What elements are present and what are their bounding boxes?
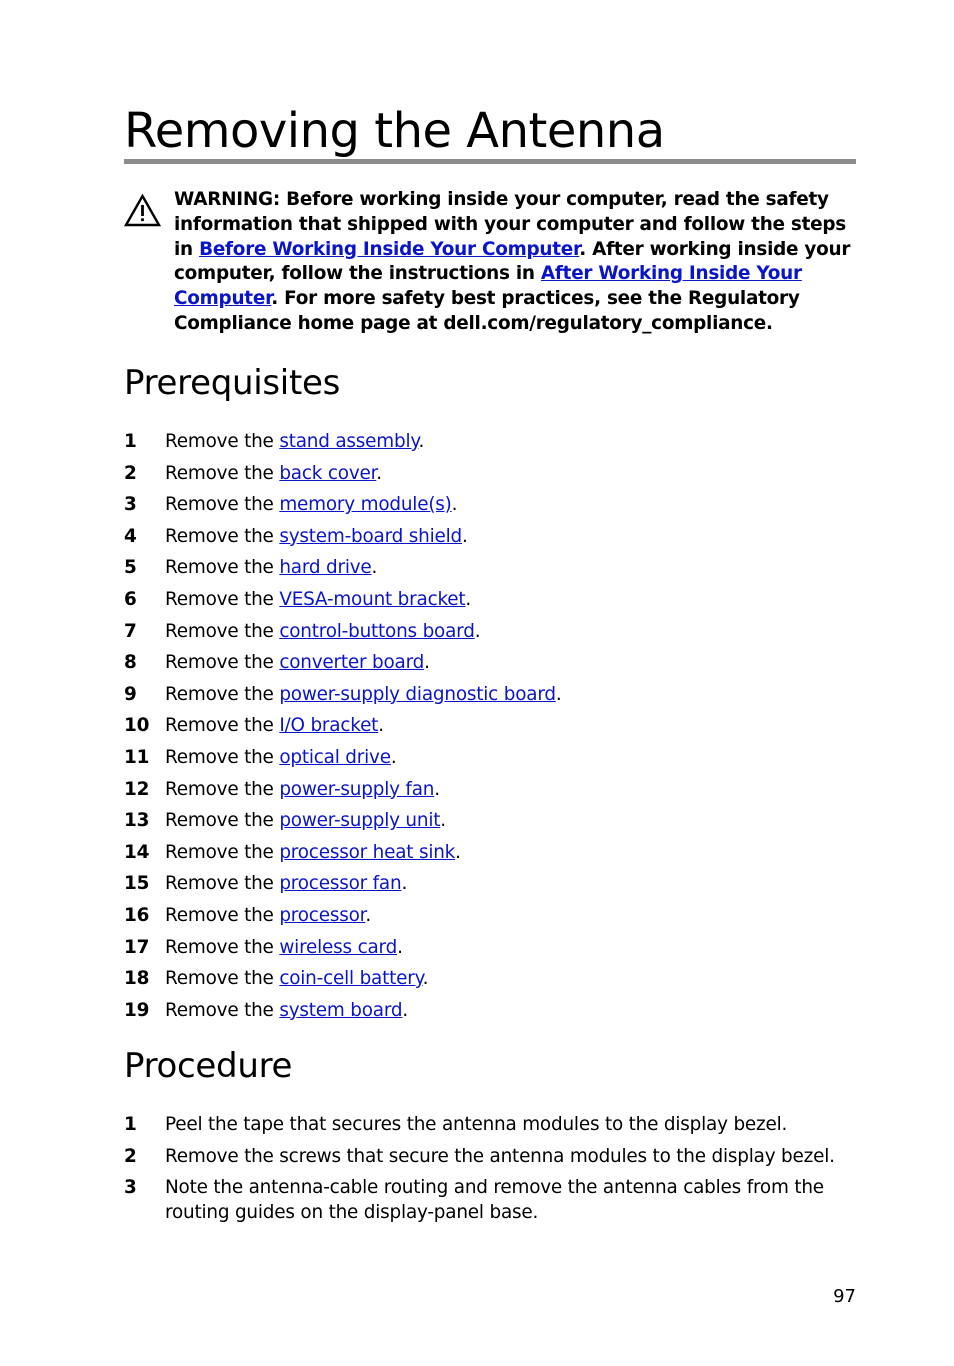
list-item [124, 1175, 864, 1225]
step-suffix: . [455, 841, 461, 863]
list-item [124, 745, 864, 777]
step-suffix: . [465, 588, 472, 610]
prerequisite-link[interactable]: hard drive [279, 557, 372, 579]
step-prefix: Remove the [165, 810, 280, 832]
list-item [124, 650, 864, 682]
warning-text [174, 188, 856, 337]
step-suffix: . [451, 494, 458, 516]
prerequisite-link[interactable]: stand assembly [279, 431, 419, 452]
before-working-link[interactable]: Before Working Inside Your Computer [199, 238, 580, 260]
procedure-list [124, 1112, 864, 1232]
list-item [124, 524, 864, 556]
step-number: 16 [124, 904, 150, 926]
step-prefix: Remove the [165, 588, 280, 610]
step-number: 18 [124, 968, 150, 990]
step-number: 1 [124, 431, 137, 452]
step-number: 3 [124, 1177, 137, 1198]
list-item [124, 1144, 864, 1169]
step-number: 8 [124, 652, 137, 674]
list-item [124, 429, 864, 461]
step-suffix: . [462, 525, 468, 547]
list-item [124, 492, 864, 524]
step-suffix: . [371, 557, 378, 579]
step-suffix: . [440, 810, 446, 832]
step-text [165, 808, 864, 833]
step-prefix: Remove the [165, 746, 280, 768]
step-suffix: . [397, 936, 403, 958]
list-item [124, 871, 864, 903]
step-prefix: Remove the [165, 557, 280, 579]
list-item [124, 966, 864, 998]
list-item [124, 808, 864, 840]
prerequisite-link[interactable]: back cover [279, 462, 377, 484]
prerequisite-link[interactable]: converter board [279, 652, 425, 674]
warning-text-part-3: . For more safety best practices, see the Regulatory Compliance home page at dell.com/regulatory_compliance. [174, 288, 800, 334]
warning-text-part-2: . After working inside your computer, follow the instructions in [174, 238, 851, 285]
prerequisite-link[interactable]: processor fan [279, 873, 402, 895]
step-suffix: . [424, 652, 430, 674]
prerequisite-link[interactable]: VESA-mount bracket [279, 588, 466, 610]
prerequisite-link[interactable]: power-supply diagnostic board [279, 683, 556, 705]
prerequisite-link[interactable]: coin-cell battery [279, 968, 423, 990]
prerequisite-link[interactable]: I/O bracket [279, 715, 379, 737]
step-prefix: Remove the [165, 904, 280, 926]
step-text: Remove the screws that secure the antenna modules to the display bezel. [165, 1145, 835, 1167]
after-working-link[interactable]: After Working Inside Your Computer [174, 263, 802, 310]
step-suffix: . [378, 715, 384, 737]
prerequisites-heading: Prerequisites [124, 363, 341, 403]
step-suffix: . [434, 778, 440, 800]
step-number: 17 [124, 936, 150, 958]
step-number: 4 [124, 525, 137, 547]
step-text [165, 492, 864, 517]
step-number: 9 [124, 683, 137, 705]
prerequisite-link[interactable]: memory module(s) [279, 494, 452, 516]
step-prefix: Remove the [165, 525, 280, 547]
step-text [165, 777, 864, 802]
step-number: 3 [124, 494, 137, 516]
step-number: 10 [124, 715, 150, 737]
step-prefix: Remove the [165, 683, 280, 705]
step-prefix: Remove the [165, 462, 280, 484]
list-item [124, 682, 864, 714]
step-number: 2 [124, 1145, 137, 1167]
step-number: 11 [124, 746, 150, 768]
list-item [124, 619, 864, 651]
step-prefix: Remove the [165, 841, 280, 863]
step-suffix: . [418, 431, 425, 452]
step-text: Peel the tape that secures the antenna modules to the display bezel. [165, 1114, 788, 1135]
procedure-heading: Procedure [124, 1046, 293, 1086]
step-prefix: Remove the [165, 715, 280, 737]
step-text [165, 619, 864, 644]
step-number: 7 [124, 620, 137, 642]
warning-triangle-icon [124, 194, 161, 227]
step-text [165, 871, 864, 896]
list-item [124, 998, 864, 1030]
list-item [124, 935, 864, 967]
list-item [124, 461, 864, 493]
prerequisite-link[interactable]: control-buttons board [279, 620, 475, 642]
step-text [165, 713, 864, 738]
step-suffix: . [401, 873, 408, 895]
list-item [124, 903, 864, 935]
step-prefix: Remove the [165, 778, 280, 800]
step-text [165, 461, 864, 486]
step-number: 14 [124, 841, 150, 863]
step-text [165, 745, 864, 770]
step-number: 5 [124, 557, 137, 579]
page-title: Removing the Antenna [124, 103, 665, 159]
prerequisite-link[interactable]: power-supply unit [279, 810, 441, 832]
step-text [165, 903, 864, 928]
step-prefix: Remove the [165, 652, 280, 674]
step-prefix: Remove the [165, 873, 280, 895]
step-text [165, 650, 864, 675]
step-text [165, 966, 864, 991]
step-prefix: Remove the [165, 936, 280, 958]
step-suffix: . [555, 683, 562, 705]
list-item [124, 713, 864, 745]
step-prefix: Remove the [165, 431, 280, 452]
list-item [124, 587, 864, 619]
prerequisite-link[interactable]: processor heat sink [279, 841, 456, 863]
step-text [165, 524, 864, 549]
step-text [165, 555, 864, 580]
step-number: 1 [124, 1114, 137, 1135]
step-text [165, 935, 864, 960]
step-number: 6 [124, 588, 137, 610]
prerequisite-link[interactable]: processor [279, 904, 366, 926]
list-item [124, 1112, 864, 1137]
step-prefix: Remove the [165, 494, 280, 516]
step-prefix: Remove the [165, 968, 280, 990]
prerequisite-link[interactable]: system board [279, 999, 403, 1021]
step-text [165, 998, 864, 1023]
list-item [124, 555, 864, 587]
prerequisite-link[interactable]: system-board shield [279, 525, 463, 547]
step-prefix: Remove the [165, 999, 280, 1021]
title-underline [124, 159, 856, 164]
step-number: 2 [124, 462, 137, 484]
step-number: 12 [124, 778, 150, 800]
step-prefix: Remove the [165, 620, 280, 642]
page-number: 97 [833, 1286, 856, 1307]
prerequisite-link[interactable]: optical drive [279, 746, 391, 768]
list-item [124, 777, 864, 809]
step-text [165, 840, 864, 865]
step-suffix: . [474, 620, 481, 642]
step-suffix: . [422, 968, 429, 990]
step-text: Note the antenna-cable routing and remove the antenna cables from the routing guides on the display-panel base. [165, 1177, 824, 1223]
step-text [165, 429, 864, 454]
list-item [124, 840, 864, 872]
step-suffix: . [390, 746, 397, 768]
warning-text-part-1: WARNING: Before working inside your computer, read the safety information that shipped with your computer and follow the steps in [174, 189, 846, 260]
step-number: 19 [124, 999, 150, 1021]
step-suffix: . [402, 999, 409, 1021]
prerequisite-link[interactable]: wireless card [279, 936, 398, 958]
step-number: 15 [124, 873, 150, 895]
step-text [165, 587, 864, 612]
step-suffix: . [376, 462, 382, 484]
prerequisite-link[interactable]: power-supply fan [279, 778, 435, 800]
step-number: 13 [124, 810, 150, 832]
step-suffix: . [365, 904, 371, 926]
prerequisites-list [124, 429, 864, 1029]
step-text [165, 682, 864, 707]
